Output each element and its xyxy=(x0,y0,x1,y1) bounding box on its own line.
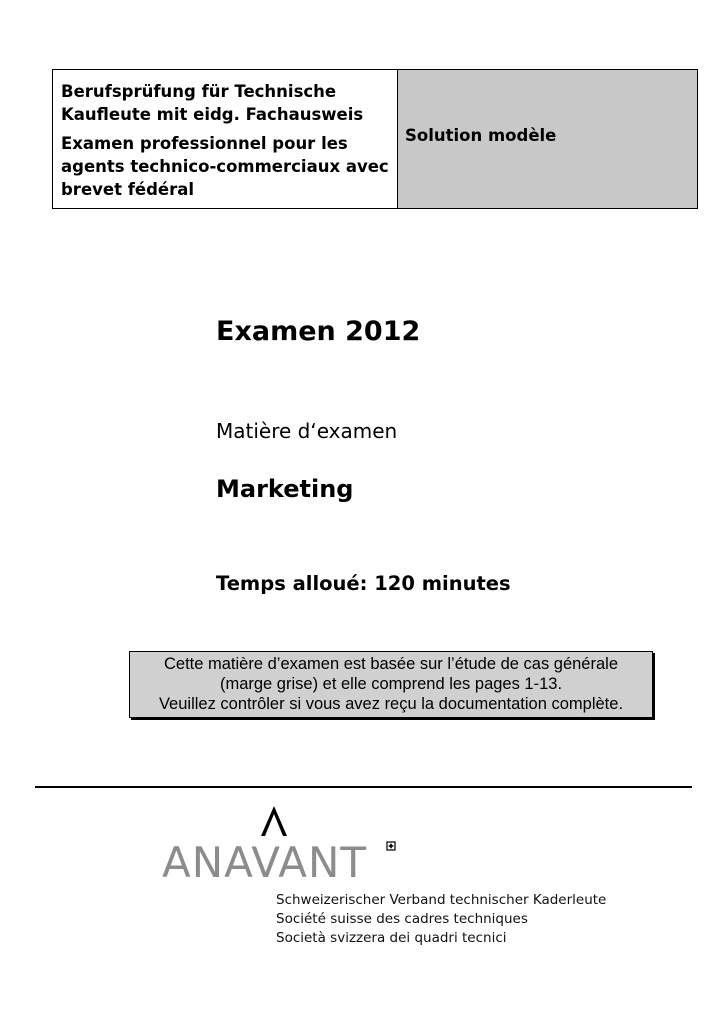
divider xyxy=(35,786,692,788)
svg-text:ANAVANT: ANAVANT xyxy=(162,838,368,887)
logo-tagline xyxy=(276,891,606,948)
tagline-it: Società svizzera dei quadri tecnici xyxy=(276,930,507,946)
exam-title-german: Berufsprüfung für Technische Kaufleute mit eidg. Fachausweis xyxy=(61,82,364,124)
page-title: Examen 2012 xyxy=(216,316,421,347)
tagline-fr: Société suisse des cadres techniques xyxy=(276,911,528,927)
tagline-de: Schweizerischer Verband technischer Kaderleute xyxy=(276,892,607,908)
notice-box xyxy=(129,651,653,718)
notice-line-1: Cette matière d’examen est basée sur l’étude de cas générale xyxy=(163,655,619,673)
anavant-logo xyxy=(162,800,402,890)
subject: Marketing xyxy=(216,475,354,503)
solution-label-cell xyxy=(398,70,697,208)
header-box xyxy=(52,69,698,209)
exam-title-block xyxy=(53,70,398,208)
solution-label: Solution modèle xyxy=(405,126,557,145)
time-allowed: Temps alloué: 120 minutes xyxy=(216,572,511,595)
subject-label: Matière d‘examen xyxy=(216,419,398,443)
exam-title-french: Examen professionnel pour les agents technico-commerciaux avec brevet fédéral xyxy=(61,134,389,199)
notice-line-3: Veuillez contrôler si vous avez reçu la documentation complète. xyxy=(158,695,624,713)
notice-line-2: (marge grise) et elle comprend les pages 1-13. xyxy=(219,675,563,693)
